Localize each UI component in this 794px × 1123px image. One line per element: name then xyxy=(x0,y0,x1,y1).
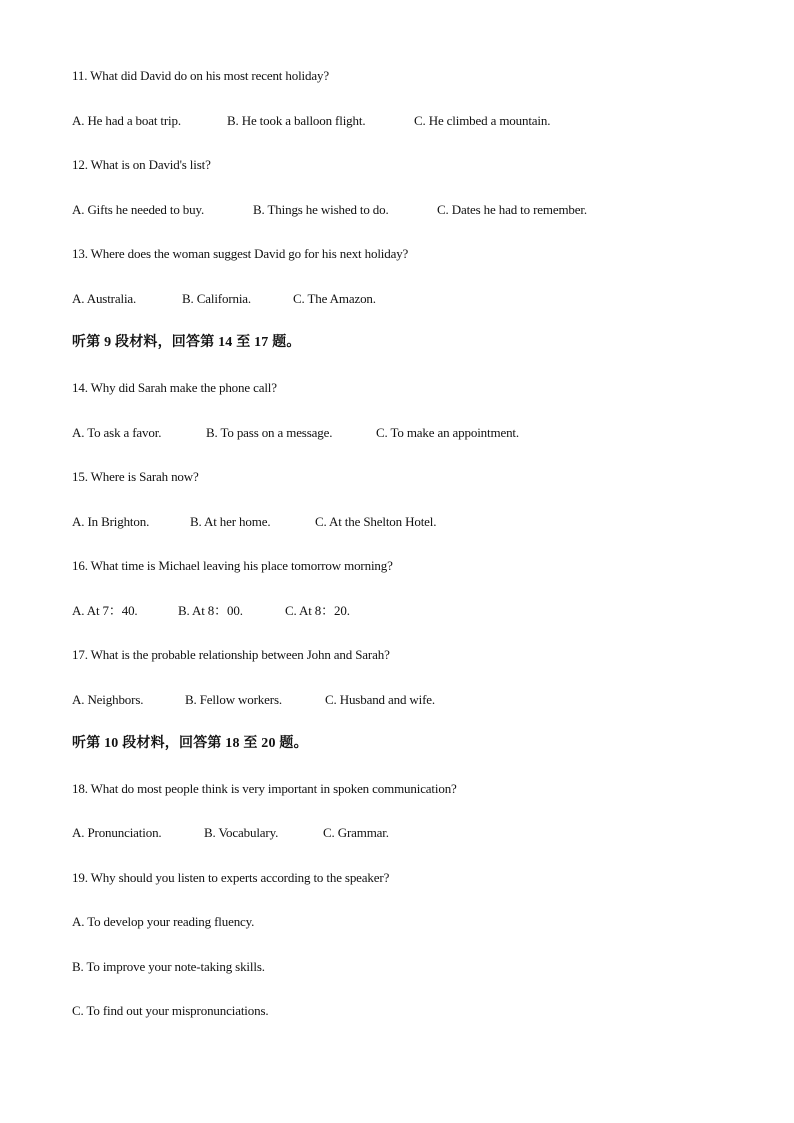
question-11: 11. What did David do on his most recent holiday? xyxy=(72,68,329,83)
option-16-c: C. At 8：20. xyxy=(285,603,350,618)
option-13-a: A. Australia. xyxy=(72,291,137,306)
options-12 xyxy=(72,202,772,218)
option-17-c: C. Husband and wife. xyxy=(325,692,436,707)
option-17-a: A. Neighbors. xyxy=(72,692,144,707)
option-15-b: B. At her home. xyxy=(190,514,271,529)
option-14-c: C. To make an appointment. xyxy=(376,425,519,440)
option-14-a: A. To ask a favor. xyxy=(72,425,162,440)
option-12-b: B. Things he wished to do. xyxy=(253,202,389,217)
options-11 xyxy=(72,113,772,129)
options-13 xyxy=(72,291,772,307)
option-12-a: A. Gifts he needed to buy. xyxy=(72,202,205,217)
question-19: 19. Why should you listen to experts according to the speaker? xyxy=(72,870,390,885)
option-14-b: B. To pass on a message. xyxy=(206,425,333,440)
question-16: 16. What time is Michael leaving his place tomorrow morning? xyxy=(72,558,393,573)
question-13: 13. Where does the woman suggest David go for his next holiday? xyxy=(72,246,409,261)
section-10-heading: 听第 10 段材料，回答第 18 至 20 题。 xyxy=(72,736,308,751)
options-14 xyxy=(72,425,772,441)
option-19-c: C. To find out your mispronunciations. xyxy=(72,1003,269,1018)
option-11-c: C. He climbed a mountain. xyxy=(414,113,551,128)
option-18-c: C. Grammar. xyxy=(323,825,389,840)
question-14: 14. Why did Sarah make the phone call? xyxy=(72,380,277,395)
option-12-c: C. Dates he had to remember. xyxy=(437,202,587,217)
options-16 xyxy=(72,603,772,619)
option-19-a: A. To develop your reading fluency. xyxy=(72,914,255,929)
question-18: 18. What do most people think is very important in spoken communication? xyxy=(72,781,457,796)
option-15-c: C. At the Shelton Hotel. xyxy=(315,514,437,529)
section-9-heading: 听第 9 段材料，回答第 14 至 17 题。 xyxy=(72,335,301,350)
question-12: 12. What is on David's list? xyxy=(72,157,211,172)
option-18-a: A. Pronunciation. xyxy=(72,825,162,840)
options-15 xyxy=(72,514,772,530)
option-17-b: B. Fellow workers. xyxy=(185,692,282,707)
option-11-b: B. He took a balloon flight. xyxy=(227,113,366,128)
question-15: 15. Where is Sarah now? xyxy=(72,469,199,484)
option-19-b: B. To improve your note-taking skills. xyxy=(72,959,265,974)
option-18-b: B. Vocabulary. xyxy=(204,825,279,840)
option-16-a: A. At 7：40. xyxy=(72,603,138,618)
option-16-b: B. At 8：00. xyxy=(178,603,243,618)
option-15-a: A. In Brighton. xyxy=(72,514,150,529)
option-11-a: A. He had a boat trip. xyxy=(72,113,181,128)
option-13-b: B. California. xyxy=(182,291,252,306)
question-17: 17. What is the probable relationship between John and Sarah? xyxy=(72,647,390,662)
option-13-c: C. The Amazon. xyxy=(293,291,376,306)
options-17 xyxy=(72,692,772,708)
options-18 xyxy=(72,825,772,841)
